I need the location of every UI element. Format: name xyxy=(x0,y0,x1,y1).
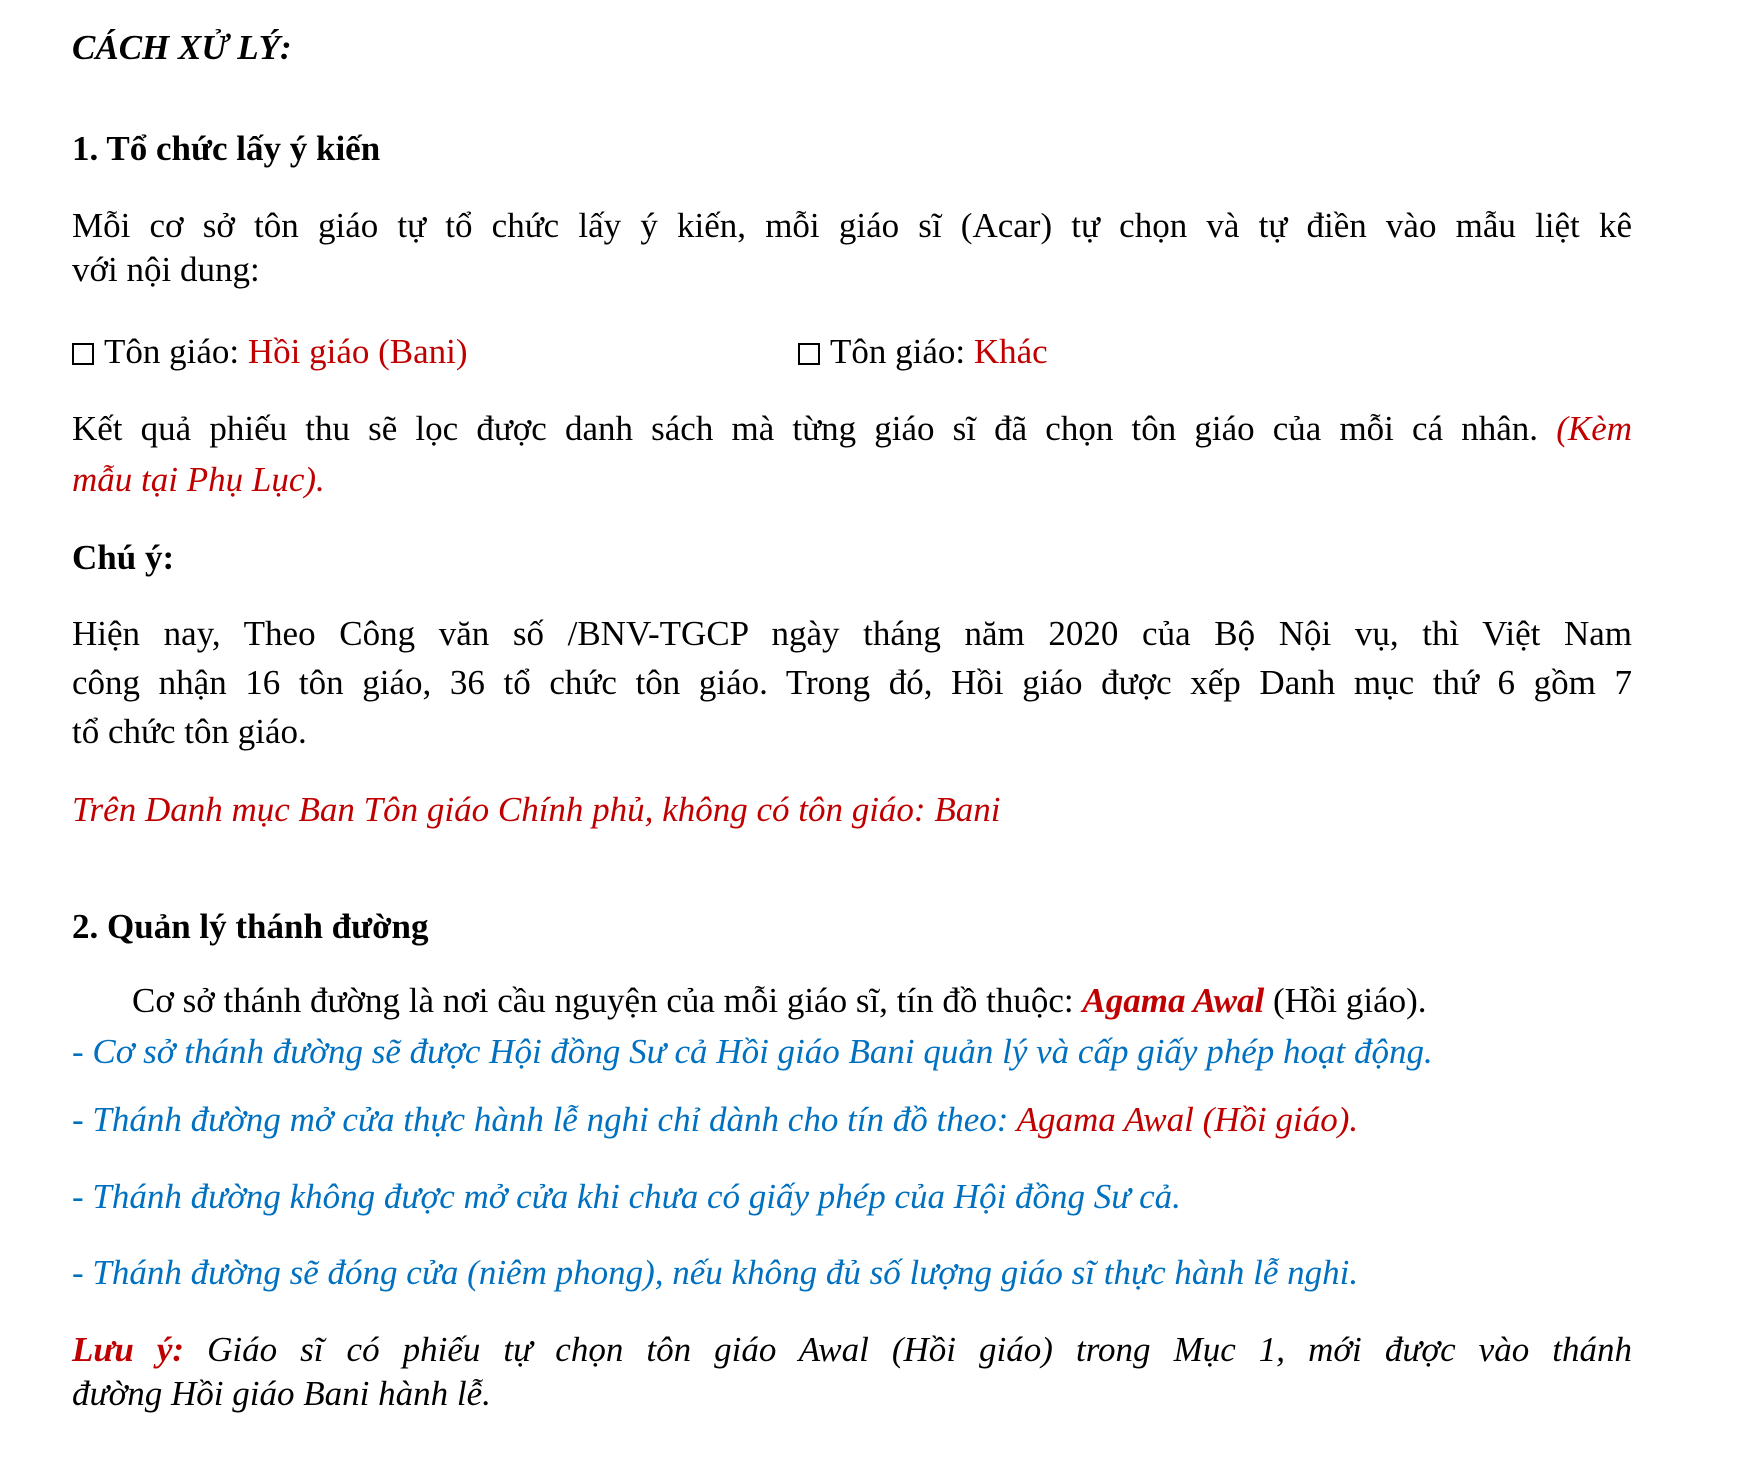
result-line1 xyxy=(72,407,1632,451)
note-title: Chú ý: xyxy=(72,538,175,577)
bullet-4: - Thánh đường sẽ đóng cửa (niêm phong), nếu không đủ số lượng giáo sĩ thực hành lễ nghi. xyxy=(72,1253,1359,1292)
option-bani-label: Tôn giáo: xyxy=(104,332,248,371)
option-bani[interactable] xyxy=(72,330,468,374)
option-bani-value: Hồi giáo (Bani) xyxy=(247,332,468,371)
agama-awal-highlight: Agama Awal xyxy=(1082,981,1265,1020)
note-line2: công nhận 16 tôn giáo, 36 tổ chức tôn giáo. Trong đó, Hồi giáo được xếp Danh mục thứ 6 gồm 7 xyxy=(72,663,1632,702)
bullet-2-text: - Thánh đường mở cửa thực hành lễ nghi chỉ dành cho tín đồ theo: xyxy=(72,1100,1017,1139)
section1-title: 1. Tổ chức lấy ý kiến xyxy=(72,129,381,168)
section2-title: 2. Quản lý thánh đường xyxy=(72,907,429,946)
option-other[interactable] xyxy=(798,330,1048,374)
caution-label: Lưu ý: xyxy=(72,1330,185,1369)
note-red: Trên Danh mục Ban Tôn giáo Chính phủ, không có tôn giáo: Bani xyxy=(72,790,1001,829)
caution-text: Giáo sĩ có phiếu tự chọn tôn giáo Awal (Hồi giáo) trong Mục 1, mới được vào thánh xyxy=(184,1330,1632,1369)
bullet-2-highlight: Agama Awal (Hồi giáo). xyxy=(1016,1100,1359,1139)
note-line3: tổ chức tôn giáo. xyxy=(72,712,307,751)
bullet-1: - Cơ sở thánh đường sẽ được Hội đồng Sư cả Hồi giáo Bani quản lý và cấp giấy phép hoạt động. xyxy=(72,1032,1433,1071)
section2-intro xyxy=(132,979,1427,1023)
result-text: Kết quả phiếu thu sẽ lọc được danh sách mà từng giáo sĩ đã chọn tôn giáo của mỗi cá nhân. xyxy=(72,409,1557,448)
option-other-value: Khác xyxy=(973,332,1048,371)
option-other-label: Tôn giáo: xyxy=(830,332,974,371)
checkbox-icon[interactable] xyxy=(72,343,94,365)
section2-intro-prefix: Cơ sở thánh đường là nơi cầu nguyện của mỗi giáo sĩ, tín đồ thuộc: xyxy=(132,981,1083,1020)
checkbox-icon[interactable] xyxy=(798,343,820,365)
appendix-ref-end: mẫu tại Phụ Lục). xyxy=(72,460,325,499)
appendix-ref-start: (Kèm xyxy=(1556,409,1632,448)
caution-line1 xyxy=(72,1328,1632,1372)
section1-intro-line2: với nội dung: xyxy=(72,250,260,289)
section1-intro-line1: Mỗi cơ sở tôn giáo tự tổ chức lấy ý kiến, mỗi giáo sĩ (Acar) tự chọn và tự điền vào mẫu liệt kê xyxy=(72,206,1632,245)
bullet-2 xyxy=(72,1098,1358,1142)
main-heading: CÁCH XỬ LÝ: xyxy=(72,28,292,67)
note-line1: Hiện nay, Theo Công văn số /BNV-TGCP ngày tháng năm 2020 của Bộ Nội vụ, thì Việt Nam xyxy=(72,614,1632,653)
caution-line2: đường Hồi giáo Bani hành lễ. xyxy=(72,1374,491,1413)
section2-intro-suffix: (Hồi giáo). xyxy=(1264,981,1427,1020)
bullet-3: - Thánh đường không được mở cửa khi chưa có giấy phép của Hội đồng Sư cả. xyxy=(72,1177,1181,1216)
